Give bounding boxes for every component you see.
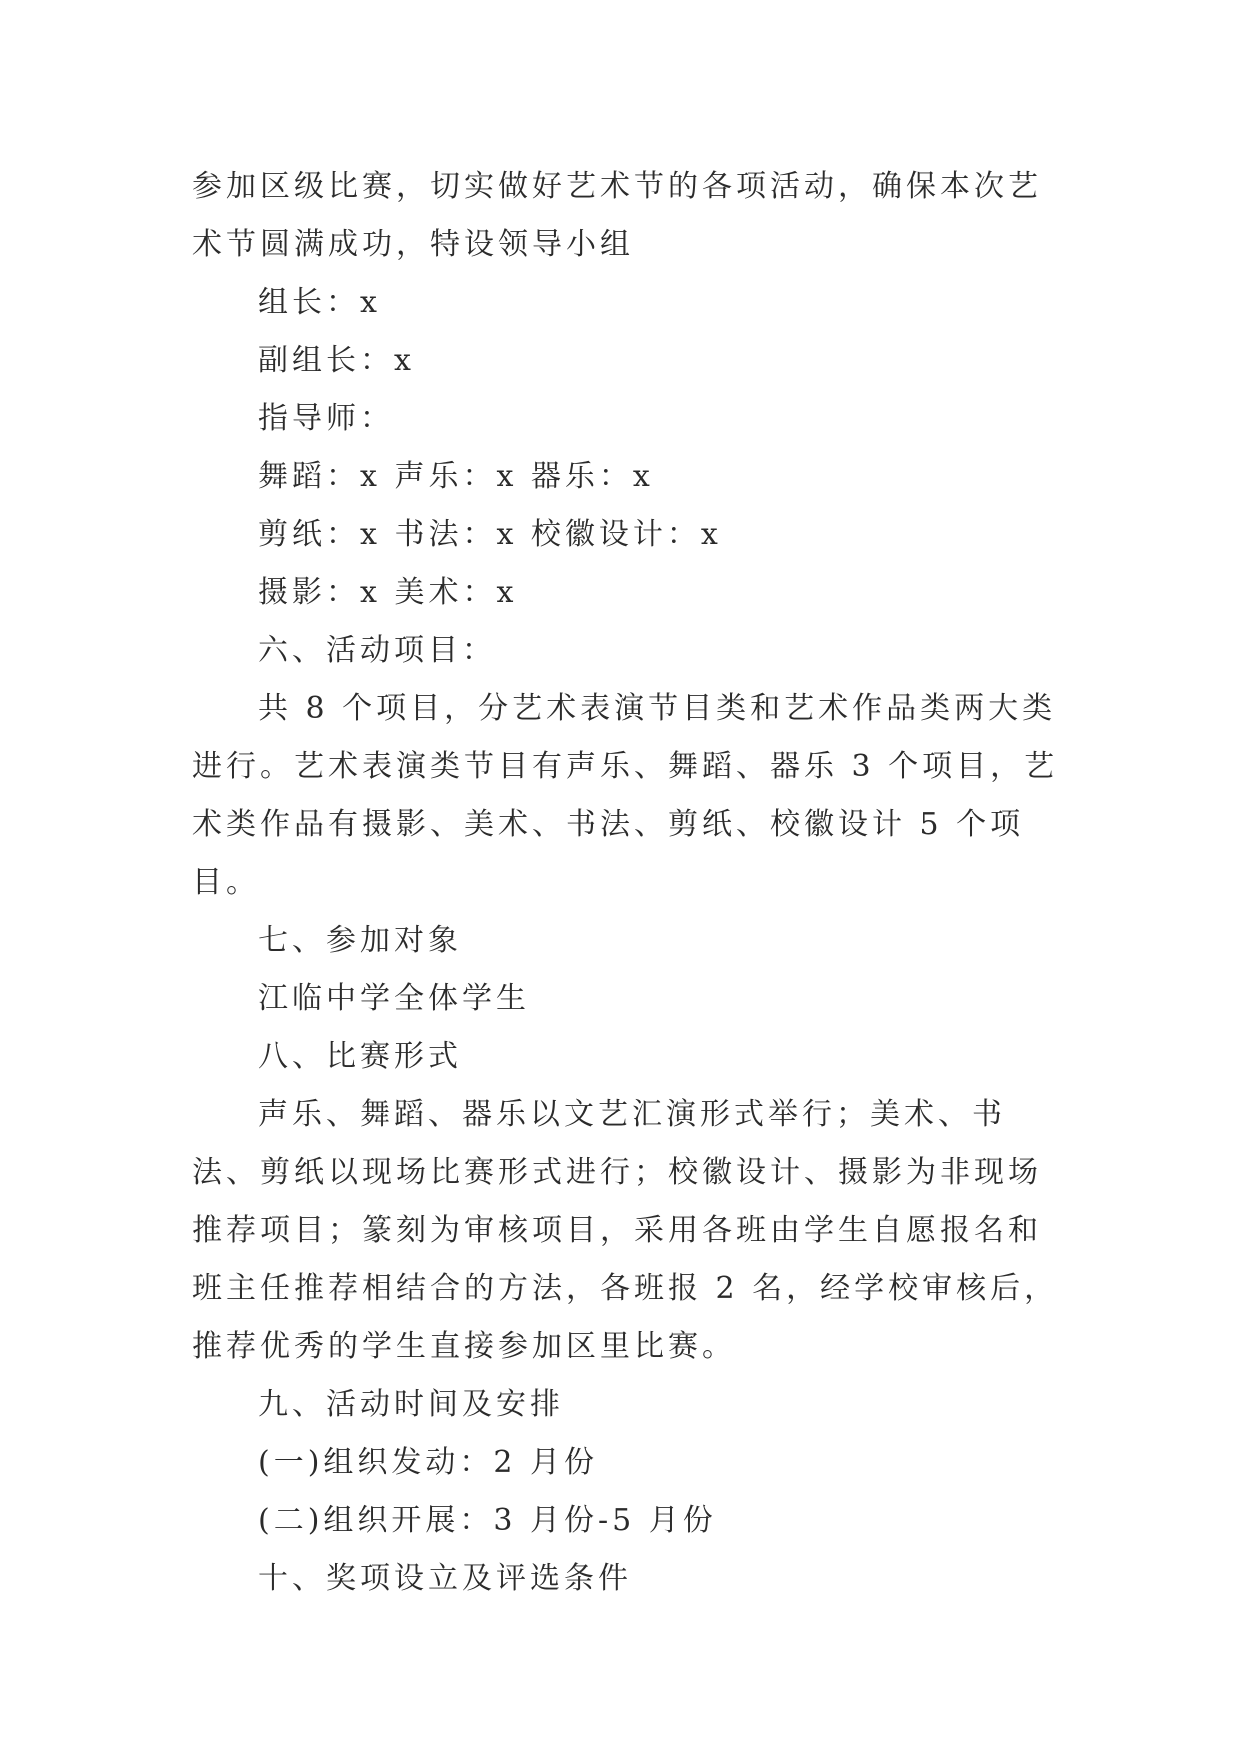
paragraph-format: 声乐、舞蹈、器乐以文艺汇演形式举行；美术、书法、剪纸以现场比赛形式进行；校徽设计、摄影为非现场推荐项目；篆刻为审核项目，采用各班由学生自愿报名和班主任推荐相结合的方法，各班报 2 名，经学校审核后，推荐优秀的学生直接参加区里比赛。 [192,1097,1059,1364]
paragraph-leader: 组长：x [258,285,381,320]
heading-section-10: 十、奖项设立及评选条件 [258,1561,632,1596]
paragraph-schedule-2: (二)组织开展：3 月份-5 月份 [258,1503,717,1538]
paragraph-vice-leader: 副组长：x [258,343,415,378]
heading-section-6: 六、活动项目： [258,633,496,668]
heading-section-7: 七、参加对象 [258,923,462,958]
paragraph-intro: 参加区级比赛，切实做好艺术节的各项活动，确保本次艺术节圆满成功，特设领导小组 [192,169,1042,262]
paragraph-instructors-art: 摄影：x 美术：x [258,575,518,610]
paragraph-instructors-music: 舞蹈：x 声乐：x 器乐：x [258,459,654,494]
heading-section-9: 九、活动时间及安排 [258,1387,564,1422]
paragraph-participants: 江临中学全体学生 [258,981,530,1016]
paragraph-projects: 共 8 个项目，分艺术表演节目类和艺术作品类两大类进行。艺术表演类节目有声乐、舞蹈、器乐 3 个项目，艺术类作品有摄影、美术、书法、剪纸、校徽设计 5 个项目。 [192,691,1059,900]
document-body [192,158,1072,1608]
paragraph-instructors-craft: 剪纸：x 书法：x 校徽设计：x [258,517,722,552]
paragraph-schedule-1: (一)组织发动：2 月份 [258,1445,599,1480]
heading-section-8: 八、比赛形式 [258,1039,462,1074]
paragraph-instructors: 指导师： [258,401,394,436]
